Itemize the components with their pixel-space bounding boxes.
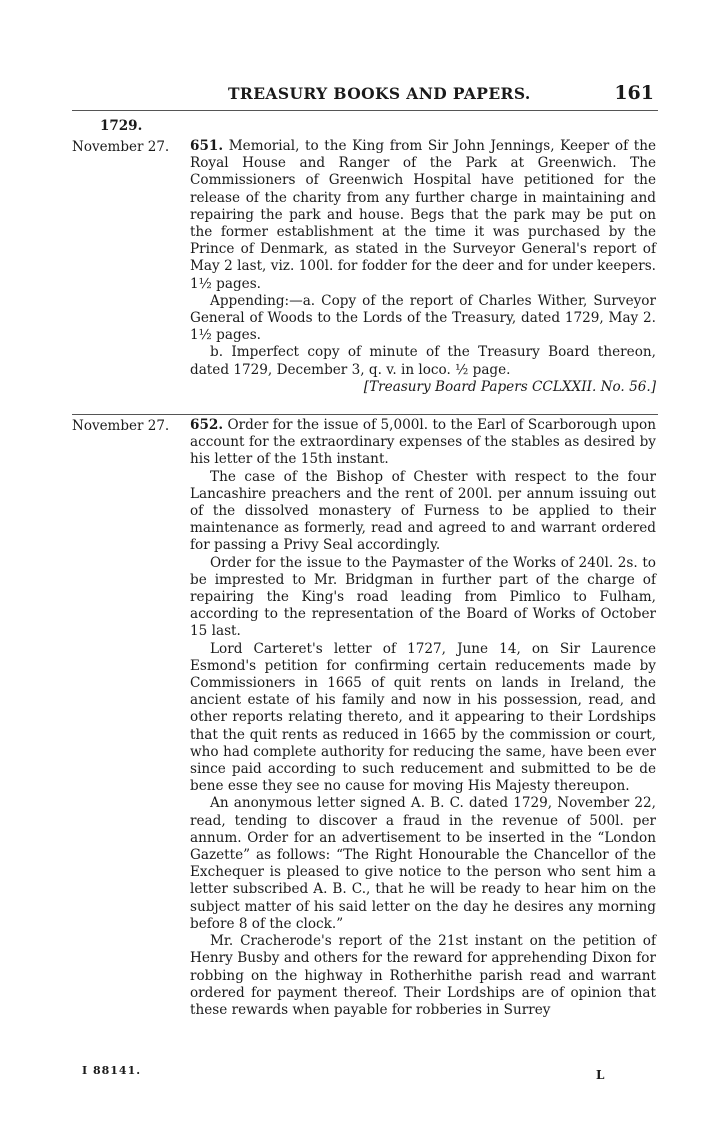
entry-number: 652.: [190, 417, 224, 433]
entry-paragraph: Mr. Cracherode's report of the 21st instant on the petition of Henry Busby and others for the reward for apprehending Dixon for robbing on the highway in Rotherhithe parish read and warrant ordered for payment thereof. Their Lordships are of opinion that these rewards when payable for robberies in Surrey: [190, 933, 656, 1018]
entry-paragraph: 651. Memorial, to the King from Sir John Jennings, Keeper of the Royal House and Ranger of the Park at Greenwich. The Commissioners of Greenwich Hospital have petitioned for the release of the charity from any further charge in maintaining and repairing the park and house. Begs that the park may be put on the former establishment at the time it was purchased by the Prince of Denmark, as stated in the Surveyor General's report of May 2 last, viz. 100l. for fodder for the deer and for under keepers. 1½ pages.: [190, 138, 656, 292]
sheet-signature: L: [596, 1068, 605, 1082]
entry-paragraph: The case of the Bishop of Chester with respect to the four Lancashire preachers and the rent of 200l. per annum issuing out of the dissolved monastery of Furness to be applied to their maintenance as formerly, read and agreed to and warrant ordered for passing a Privy Seal accordingly.: [190, 468, 656, 554]
entry-paragraph: Appending:—a. Copy of the report of Charles Wither, Surveyor General of Woods to the Lords of the Treasury, dated 1729, May 2. 1½ pages.: [190, 292, 656, 344]
header-rule: [72, 110, 658, 111]
source-reference: [Treasury Board Papers CCLXXII. No. 56.]: [363, 378, 656, 395]
entry-651: [190, 138, 656, 396]
entry-date: November 27.: [72, 418, 170, 434]
entry-paragraph: 652. Order for the issue of 5,000l. to the Earl of Scarborough upon account for the extraordinary expenses of the stables as desired by his letter of the 15th instant.: [190, 417, 656, 468]
entry-paragraph: An anonymous letter signed A. B. C. dated 1729, November 22, read, tending to discover a fraud in the revenue of 500l. per annum. Order for an advertisement to be inserted in the “London Gazette” as follows: “The Right Honourable the Chancellor of the Exchequer is pleased to give notice to the person who sent him a letter subscribed A. B. C., that he will be ready to hear him on the subject matter of his said letter on the day he desires any morning before 8 of the clock.”: [190, 795, 656, 932]
running-header: [0, 84, 720, 112]
page-number: 161: [614, 82, 654, 104]
entry-divider: [72, 414, 658, 415]
entry-paragraph: Lord Carteret's letter of 1727, June 14, on Sir Laurence Esmond's petition for confirming certain reducements made by Commissioners in 1665 of quit rents on lands in Ireland, the ancient estate of his family and now in his possession, read, and other reports relating thereto, and it appearing to their Lordships that the quit rents as reduced in 1665 by the commission or court, who had complete authority for reducing the same, have been ever since paid according to such reducement and submitted to be de bene esse they see no cause for moving His Majesty thereupon.: [190, 640, 656, 795]
printer-signature: I 88141.: [82, 1064, 142, 1077]
entry-date: November 27.: [72, 139, 170, 155]
entry-paragraph: b. Imperfect copy of minute of the Treasury Board thereon, dated 1729, December 3, q. v. in loco. ½ page.: [190, 344, 656, 378]
entry-number: 651.: [190, 138, 224, 154]
entry-652: [190, 417, 656, 1019]
entry-paragraph: Order for the issue to the Paymaster of the Works of 240l. 2s. to be imprested to Mr. Bridgman in further part of the charge of repairing the King's road leading from Pimlico to Fulham, according to the representation of the Board of Works of October 15 last.: [190, 554, 656, 640]
year-heading: 1729.: [100, 118, 143, 134]
header-title: TREASURY BOOKS AND PAPERS.: [228, 84, 531, 103]
